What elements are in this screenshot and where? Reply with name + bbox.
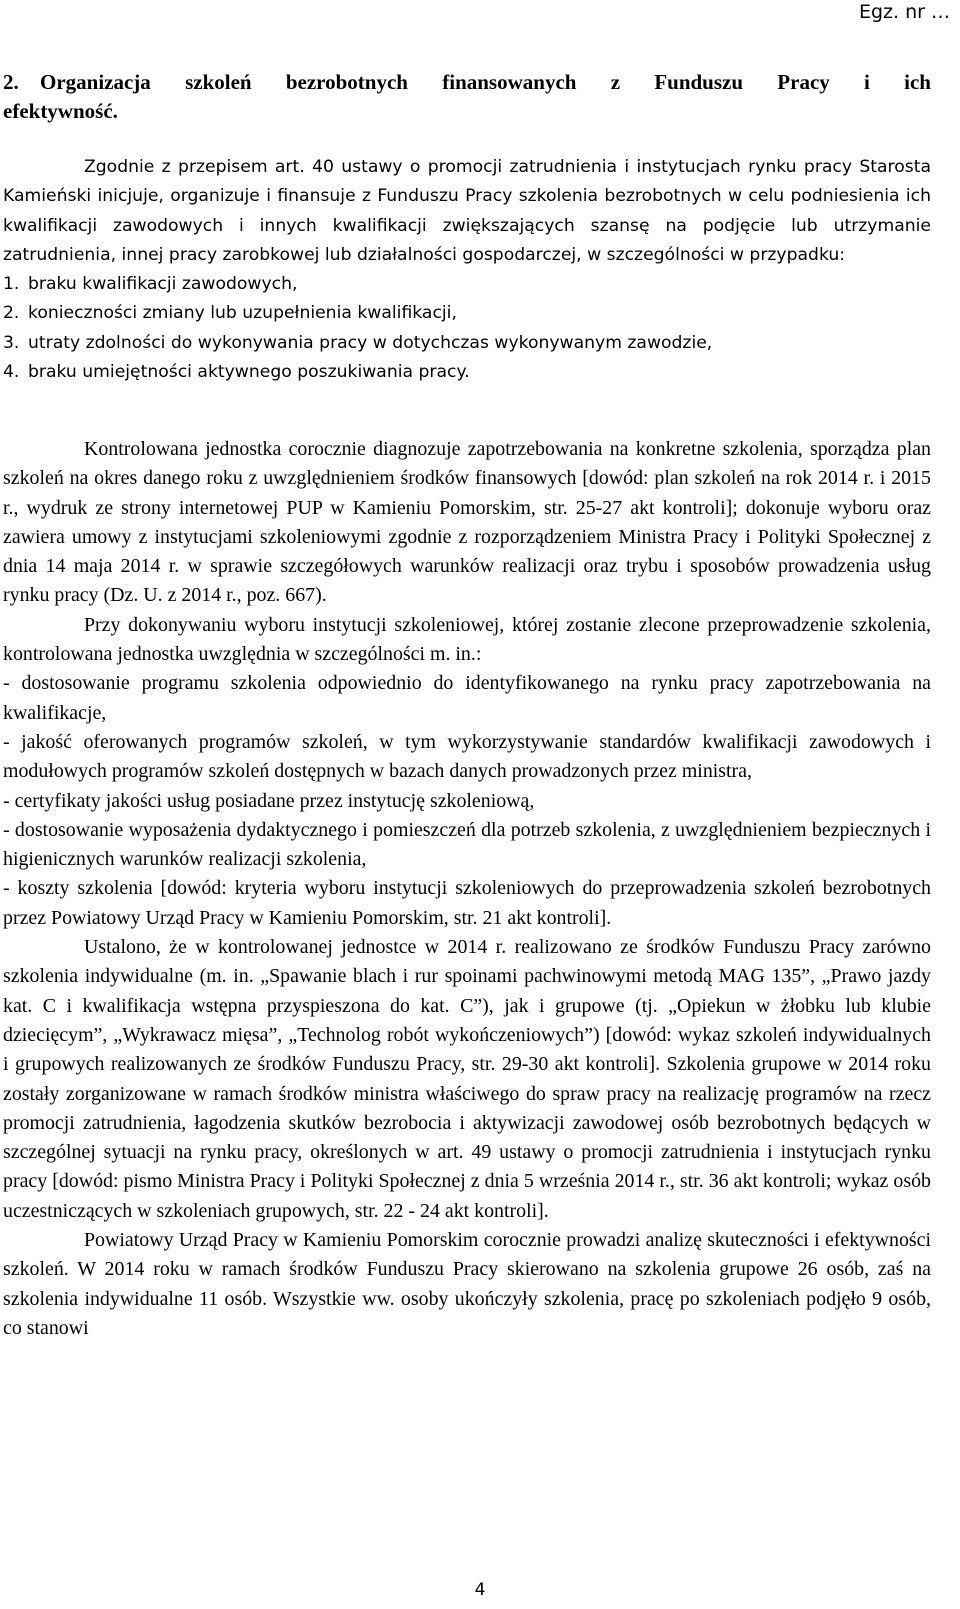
paragraph-training-planning: Kontrolowana jednostka corocznie diagnozuje zapotrzebowania na konkretne szkolenia, sporządza plan szkoleń na okres danego roku z uwzględnieniem środków finansowych [dowód: plan szkoleń na rok 2014 r. i 2015 r., wydruk ze strony internetowej PUP w Kamieniu Pomorskim, str. 25-27 akt kontroli]; dokonuje wyboru oraz zawiera umowy z instytucjami szkoleniowymi zgodnie z rozporządzeniem Ministra Pracy i Polityki Społecznej z dnia 14 maja 2014 r. w sprawie szczegółowych warunków realizacji oraz trybu i sposobów prowadzenia usług rynku pracy (Dz. U. z 2014 r., poz. 667). (3, 438, 931, 607)
section-heading (3, 68, 931, 126)
list-item-number: 1. (3, 274, 20, 295)
section-title-line2: efektywność. (3, 99, 118, 123)
list-item-text: braku umiejętności aktywnego poszukiwania pracy. (28, 362, 470, 383)
criterion-item: - dostosowanie wyposażenia dydaktycznego i pomieszczeń dla potrzeb szkolenia, z uwzględnieniem bezpiecznych i higienicznych warunków realizacji szkolenia, (3, 818, 931, 871)
criterion-item: - koszty szkolenia [dowód: kryteria wyboru instytucji szkoleniowych do przeprowadzenia szkoleń bezrobotnych przez Powiatowy Urząd Pracy w Kamieniu Pomorskim, str. 21 akt kontroli]. (3, 877, 931, 929)
list-item-number: 4. (3, 362, 20, 383)
criterion-item: - certyfikaty jakości usług posiadane przez instytucję szkoleniową, (3, 789, 535, 812)
intro-block (3, 153, 931, 387)
list-item (3, 299, 931, 328)
paragraph-findings-2014: Ustalono, że w kontrolowanej jednostce w 2014 r. realizowano ze środków Funduszu Pracy zarówno szkolenia indywidualne (m. in. „Spawanie blach i rur spoinami pachwinowymi metodą MAG 135”, „Prawo jazdy kat. C i kwalifikacja wstępna przyspieszona do kat. C”), jak i grupowe (tj. „Opiekun w żłobku lub klubie dziecięcym”, „Wykrawacz mięsa”, „Technolog robót wykończeniowych”) [dowód: wykaz szkoleń indywidualnych i grupowych realizowanych ze środków Funduszu Pracy, str. 29-30 akt kontroli]. Szkolenia grupowe w 2014 roku zostały zorganizowane w ramach środków ministra właściwego do spraw pracy na realizację programów na rzecz promocji zatrudnienia, łagodzenia skutków bezrobocia i aktywizacji zawodowej osób bezrobotnych będących w szczególnej sytuacji na rynku pracy, określonych w art. 49 ustawy o promocji zatrudnienia i instytucjach rynku pracy [dowód: pismo Ministra Pracy i Polityki Społecznej z dnia 5 września 2014 r., str. 36 akt kontroli; wykaz osób uczestniczących w szkoleniach grupowych, str. 22 - 24 akt kontroli]. (3, 936, 931, 1222)
main-body (3, 435, 931, 1343)
list-item-text: braku kwalifikacji zawodowych, (28, 274, 298, 295)
list-item-text: konieczności zmiany lub uzupełnienia kwalifikacji, (28, 303, 457, 324)
paragraph-effectiveness: Powiatowy Urząd Pracy w Kamieniu Pomorskim corocznie prowadzi analizę skuteczności i efektywności szkoleń. W 2014 roku w ramach środków Funduszu Pracy skierowano na szkolenia grupowe 26 osób, zaś na szkolenia indywidualne 11 osób. Wszystkie ww. osoby ukończyły szkolenia, pracę po szkoleniach podjęło 9 osób, co stanowi (3, 1229, 931, 1339)
paragraph-selection-criteria: Przy dokonywaniu wyboru instytucji szkoleniowej, której zostanie zlecone przeprowadzenie szkolenia, kontrolowana jednostka uwzględnia w szczególności m. in.: (3, 613, 931, 666)
intro-paragraph: Zgodnie z przepisem art. 40 ustawy o promocji zatrudnienia i instytucjach rynku pracy Starosta Kamieński inicjuje, organizuje i finansuje z Funduszu Pracy szkolenia bezrobotnych w celu podniesienia ich kwalifikacji zawodowych i innych kwalifikacji zwiększających szansę na podjęcie lub utrzymanie zatrudnienia, innej pracy zarobkowej lub działalności gospodarczej, w szczególności w przypadku: (3, 157, 931, 265)
list-item-number: 2. (3, 303, 20, 324)
list-item (3, 358, 931, 387)
circumstances-list (3, 270, 931, 387)
list-item-text: utraty zdolności do wykonywania pracy w dotychczas wykonywanym zawodzie, (28, 332, 713, 353)
section-number: 2. (3, 70, 19, 94)
list-item (3, 270, 931, 299)
criterion-item: - jakość oferowanych programów szkoleń, w tym wykorzystywanie standardów kwalifikacji zawodowych i modułowych programów szkoleń dostępnych w bazach danych prowadzonych przez ministra, (3, 730, 931, 783)
page-number: 4 (474, 1580, 486, 1600)
section-title-line1: Organizacja szkoleń bezrobotnych finansowanych z Funduszu Pracy i ich (40, 70, 931, 94)
list-item-number: 3. (3, 332, 20, 353)
list-item (3, 329, 931, 358)
exam-number-label: Egz. nr … (858, 1, 950, 23)
criterion-item: - dostosowanie programu szkolenia odpowiednio do identyfikowanego na rynku pracy zapotrzebowania na kwalifikacje, (3, 672, 931, 724)
